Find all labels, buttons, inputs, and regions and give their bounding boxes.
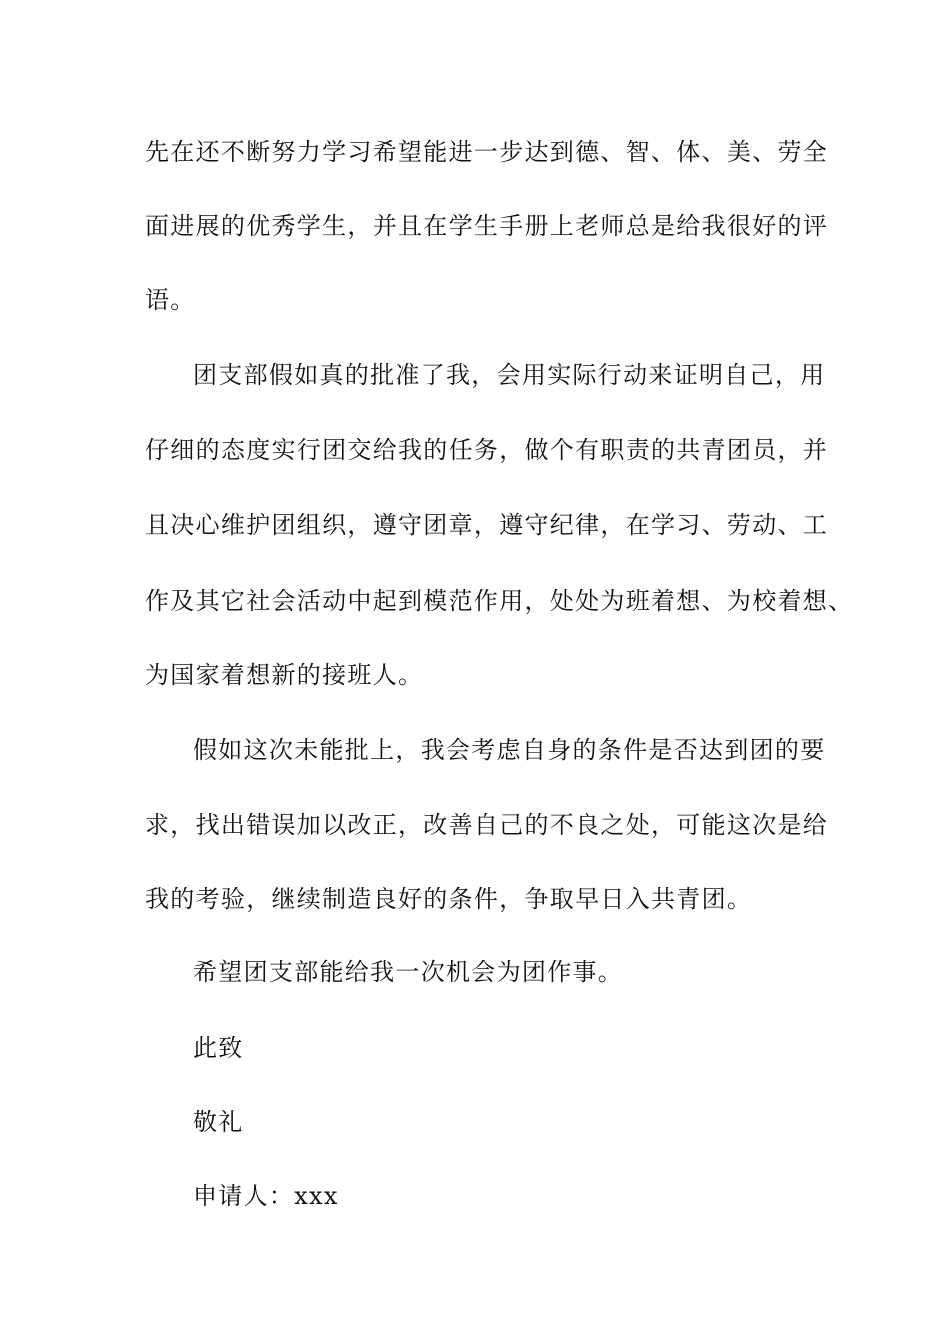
text-line: 求，找出错误加以改正，改善自己的不良之处，可能这次是给: [145, 811, 829, 839]
text-line: 先在还不断努力学习希望能进一步达到德、智、体、美、劳全: [145, 138, 829, 166]
text-line: 且决心维护团组织，遵守团章，遵守纪律，在学习、劳动、工: [145, 511, 829, 539]
text-line: 为国家着想新的接班人。: [145, 661, 424, 689]
closing-regards: 敬礼: [193, 1108, 244, 1136]
text-line: 仔细的态度实行团交给我的任务，做个有职责的共青团员，并: [145, 436, 829, 464]
paragraph-start-line: 团支部假如真的批准了我，会用实际行动来证明自己，用: [193, 361, 826, 389]
paragraph-start-line: 希望团支部能给我一次机会为团作事。: [193, 958, 624, 986]
applicant-signature: 申请人：xxx: [193, 1182, 339, 1210]
text-line: 作及其它社会活动中起到模范作用，处处为班着想、为校着想、: [145, 587, 854, 615]
paragraph-start-line: 假如这次未能批上，我会考虑自身的条件是否达到团的要: [193, 736, 826, 764]
text-line: 我的考验，继续制造良好的条件，争取早日入共青团。: [145, 885, 753, 913]
text-line: 语。: [145, 286, 196, 314]
text-line: 面进展的优秀学生，并且在学生手册上老师总是给我很好的评: [145, 212, 829, 240]
closing-salutation: 此致: [193, 1034, 244, 1062]
